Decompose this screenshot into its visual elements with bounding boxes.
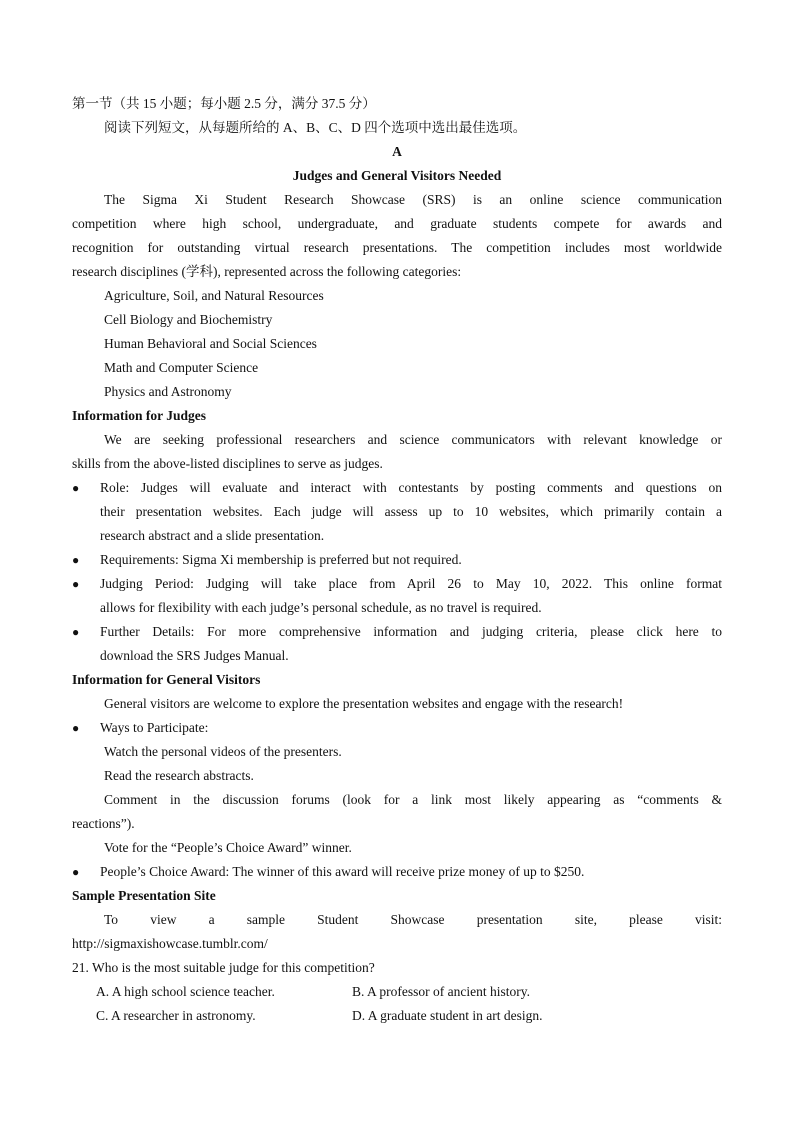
bullet-line: ● Judging Period: Judging will take place from April 26 to May 10, 2022. This online format <box>72 572 722 596</box>
bullet-judging-period <box>72 572 722 620</box>
intro-line: recognition for outstanding virtual research presentations. The competition includes most worldwide <box>72 240 722 255</box>
category-item: Math and Computer Science <box>104 360 259 375</box>
exam-page <box>72 92 722 1028</box>
sample-heading: Sample Presentation Site <box>72 888 216 903</box>
sample-url-link[interactable]: http://sigmaxishowcase.tumblr.com/ <box>72 936 268 951</box>
category-item: Human Behavioral and Social Sciences <box>104 336 317 351</box>
category-item: Agriculture, Soil, and Natural Resources <box>104 288 324 303</box>
option-c: C. A researcher in astronomy. <box>96 1008 256 1023</box>
instruction: 阅读下列短文，从每题所给的 A、B、C、D 四个选项中选出最佳选项。 <box>104 120 527 135</box>
category-item: Cell Biology and Biochemistry <box>104 312 273 327</box>
bullet-line: their presentation websites. Each judge will assess up to 10 websites, which primarily contain a <box>100 504 722 519</box>
ways-label: ● Ways to Participate: <box>72 716 722 740</box>
bullet-line: ● Further Details: For more comprehensive information and judging criteria, please click here to <box>72 620 722 644</box>
judges-heading: Information for Judges <box>72 408 207 423</box>
bullet-requirements: ● Requirements: Sigma Xi membership is preferred but not required. <box>72 548 722 572</box>
bullet-line: allows for flexibility with each judge’s personal schedule, as no travel is required. <box>100 600 542 615</box>
option-a: A. A high school science teacher. <box>96 984 275 999</box>
intro-line: competition where high school, undergraduate, and graduate students compete for awards and <box>72 216 722 231</box>
comment-line: Comment in the discussion forums (look for a link most likely appearing as “comments & <box>104 792 722 807</box>
way-item: Watch the personal videos of the presenters. <box>104 744 342 759</box>
option-b: B. A professor of ancient history. <box>352 984 530 999</box>
sample-line: To view a sample Student Showcase presentation site, please visit: <box>104 912 722 927</box>
vote-item: Vote for the “People’s Choice Award” winner. <box>104 840 352 855</box>
bullet-line: research abstract and a slide presentation. <box>100 528 325 543</box>
way-item: Read the research abstracts. <box>104 768 254 783</box>
visitors-heading: Information for General Visitors <box>72 672 261 687</box>
option-d: D. A graduate student in art design. <box>352 1008 543 1023</box>
bullet-further-details <box>72 620 722 668</box>
bullet-line: download the SRS Judges Manual. <box>100 648 289 663</box>
section-header: 第一节（共 15 小题；每小题 2.5 分，满分 37.5 分） <box>72 96 376 111</box>
comment-line: reactions”). <box>72 816 135 831</box>
bullet-role <box>72 476 722 548</box>
intro-line: research disciplines (学科), represented across the following categories: <box>72 264 462 279</box>
options-row <box>72 980 722 1004</box>
options-row <box>72 1004 722 1028</box>
judges-intro-line: skills from the above-listed disciplines to serve as judges. <box>72 456 383 471</box>
judges-intro-line: We are seeking professional researchers and science communicators with relevant knowledge or <box>104 432 722 447</box>
award-bullet: ● People’s Choice Award: The winner of this award will receive prize money of up to $250. <box>72 860 722 884</box>
visitors-intro: General visitors are welcome to explore the presentation websites and engage with the research! <box>104 696 624 711</box>
question-text: 21. Who is the most suitable judge for this competition? <box>72 960 375 975</box>
intro-line: The Sigma Xi Student Research Showcase (SRS) is an online science communication <box>104 192 722 207</box>
passage-letter: A <box>392 144 402 159</box>
bullet-line: ● Role: Judges will evaluate and interact with contestants by posting comments and questions on <box>72 476 722 500</box>
passage-title: Judges and General Visitors Needed <box>292 168 502 183</box>
category-item: Physics and Astronomy <box>104 384 232 399</box>
